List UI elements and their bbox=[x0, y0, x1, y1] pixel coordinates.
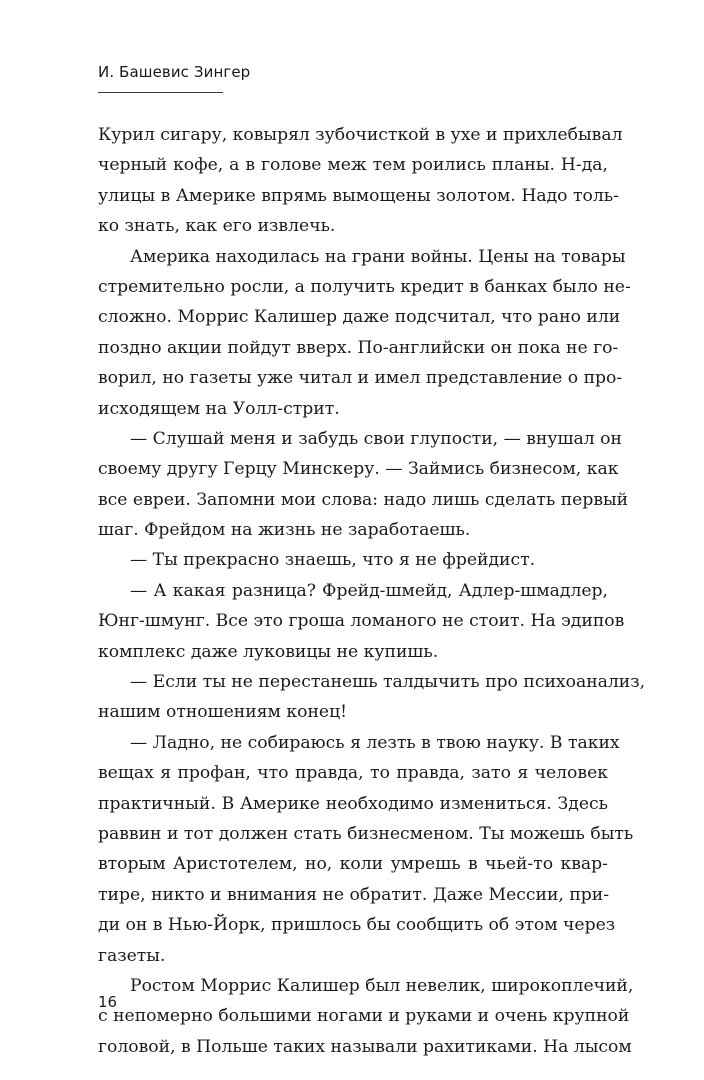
text-line: ко знать, как его извлечь. bbox=[98, 216, 336, 237]
text-line: ди он в Нью-Йорк, пришлось бы сообщить об этом через bbox=[98, 915, 616, 936]
text-line: вторым Аристотелем, но, коли умрешь в чьей-то квар- bbox=[98, 854, 608, 875]
text-line: шаг. Фрейдом на жизнь не заработаешь. bbox=[98, 520, 471, 541]
text-line: раввин и тот должен стать бизнесменом. Ты можешь быть bbox=[98, 823, 634, 844]
text-line: Америка находилась на грани войны. Цены на товары bbox=[130, 246, 626, 267]
text-line: поздно акции пойдут вверх. По-английски он пока не го- bbox=[98, 337, 619, 358]
body-text bbox=[98, 120, 646, 1062]
running-head-author: И. Башевис Зингер bbox=[98, 63, 251, 81]
text-line: черный кофе, а в голове меж тем роились планы. Н-да, bbox=[98, 155, 608, 176]
text-line: улицы в Америке впрямь вымощены золотом. Надо толь- bbox=[98, 185, 619, 206]
text-line: газеты. bbox=[98, 945, 166, 966]
text-line: с непомерно большими ногами и руками и очень крупной bbox=[98, 1006, 630, 1027]
page-number: 16 bbox=[98, 993, 118, 1011]
text-line: сложно. Моррис Калишер даже подсчитал, что рано или bbox=[98, 307, 621, 328]
text-line: — Если ты не перестанешь талдычить про психоанализ, bbox=[130, 672, 646, 693]
text-line: исходящем на Уолл-стрит. bbox=[98, 398, 340, 419]
text-line: тире, никто и внимания не обратит. Даже Мессии, при- bbox=[98, 884, 610, 905]
text-line: — Ты прекрасно знаешь, что я не фрейдист. bbox=[130, 550, 536, 571]
text-line: Юнг-шмунг. Все это гроша ломаного не стоит. На эдипов bbox=[98, 611, 625, 632]
header-rule bbox=[98, 92, 223, 93]
text-line: — Ладно, не собираюсь я лезть в твою науку. В таких bbox=[130, 732, 620, 753]
text-line: — Слушай меня и забудь свои глупости, — внушал он bbox=[130, 428, 622, 449]
text-line: головой, в Польше таких называли рахитиками. На лысом bbox=[98, 1036, 632, 1057]
text-line: комплекс даже луковицы не купишь. bbox=[98, 641, 439, 662]
text-line: — А какая разница? Фрейд-шмейд, Адлер-шмадлер, bbox=[130, 580, 608, 601]
text-line: стремительно росли, а получить кредит в банках было не- bbox=[98, 276, 631, 297]
text-line: Ростом Моррис Калишер был невелик, широкоплечий, bbox=[130, 975, 634, 996]
text-line: нашим отношениям конец! bbox=[98, 702, 348, 723]
text-line: Курил сигару, ковырял зубочисткой в ухе и прихлебывал bbox=[98, 125, 623, 145]
text-line: своему другу Герцу Минскеру. — Займись бизнесом, как bbox=[98, 459, 619, 480]
text-line: все евреи. Запомни мои слова: надо лишь сделать первый bbox=[98, 489, 629, 510]
text-line: практичный. В Америке необходимо измениться. Здесь bbox=[98, 793, 608, 814]
text-line: вещах я профан, что правда, то правда, зато я человек bbox=[98, 763, 608, 784]
text-line: ворил, но газеты уже читал и имел представление о про- bbox=[98, 368, 623, 389]
